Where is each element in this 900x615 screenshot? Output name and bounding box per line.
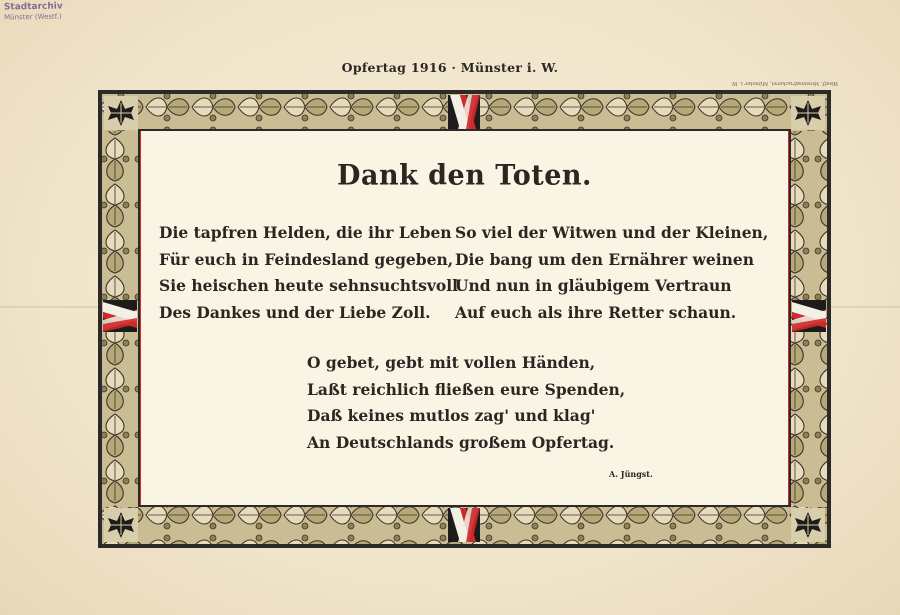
verse-line: Die bang um den Ernährer weinen [455,249,755,269]
tricolor-ribbon-icon [448,95,480,129]
stamp-line-2: Münster (Westf.) [4,12,62,22]
author-signature: A. Jüngst. [609,469,653,479]
poem-title: Dank den Toten. [337,159,592,192]
stanza-left [159,220,458,326]
archive-stamp [4,1,63,22]
verse-line: Auf euch als ihre Retter schaun. [455,302,737,322]
verse-line: O gebet, gebt mit vollen Händen, [307,353,596,372]
iron-cross-icon [104,508,138,542]
verse-line: Für euch in Feindesland gegeben, [159,249,454,269]
iron-cross-icon [791,96,825,130]
printer-note: Westf. Vereinsdruckerei, Münster i. W. [730,80,838,86]
iron-cross-icon [791,508,825,542]
verse-line: An Deutschlands großem Opfertag. [307,432,615,452]
verse-line: Daß keines mutlos zag' und klag' [307,406,596,425]
verse-line: Des Dankes und der Liebe Zoll. [159,302,431,322]
stanza-bottom [307,350,625,456]
tricolor-ribbon-icon [103,300,137,332]
verse-line: Die tapfren Helden, die ihr Leben [159,223,452,242]
verse-line: So viel der Witwen und der Kleinen, [455,223,769,242]
stamp-line-1: Stadtarchiv [3,1,63,13]
verse-line: Laßt reichlich fließen eure Spenden, [307,379,626,399]
stanza-right [455,220,768,326]
tricolor-ribbon-icon [792,300,826,332]
verse-line: Sie heischen heute sehnsuchtsvoll [159,276,458,295]
poster-header: Opfertag 1916 · Münster i. W. [341,60,559,75]
tricolor-ribbon-icon [448,508,480,542]
iron-cross-icon [104,96,138,130]
verse-line: Und nun in gläubigem Vertraun [455,276,732,295]
